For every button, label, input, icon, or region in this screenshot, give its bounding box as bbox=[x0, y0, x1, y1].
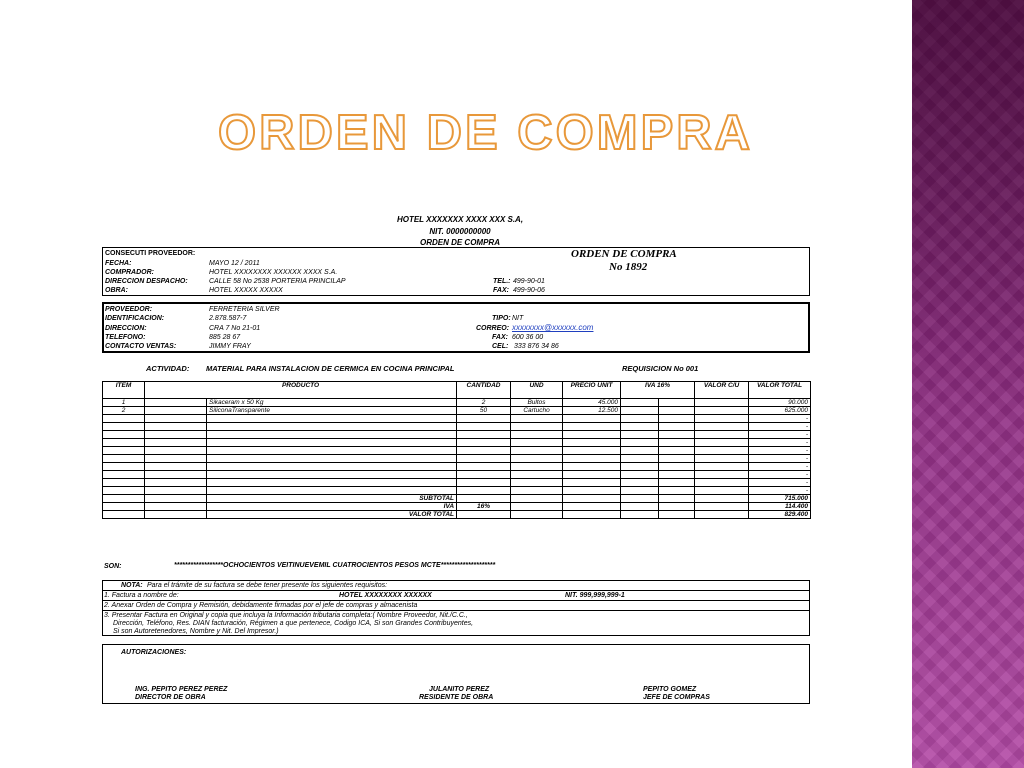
subtotal-label: SUBTOTAL bbox=[207, 495, 457, 503]
cell-empty bbox=[145, 399, 207, 407]
telefono-label: TELEFONO: bbox=[105, 334, 146, 341]
nota-line4: Dirección, Teléfono, Res. DIAN facturación, Régimen a que pertenece, Codigo ICA, Si son Grandes Contribuyentes, bbox=[113, 620, 474, 627]
cell-empty bbox=[103, 479, 145, 487]
nota-title: NOTA: bbox=[121, 582, 143, 589]
cel-label: CEL: bbox=[492, 343, 509, 350]
cell-total: - bbox=[749, 431, 811, 439]
table-row bbox=[103, 471, 811, 479]
cell-empty bbox=[103, 455, 145, 463]
cell-empty bbox=[621, 407, 659, 415]
cell-empty bbox=[457, 431, 511, 439]
cell-precio: 45.000 bbox=[563, 399, 621, 407]
signature-2-role: RESIDENTE DE OBRA bbox=[419, 694, 494, 701]
cell-empty bbox=[457, 415, 511, 423]
cell-empty bbox=[621, 439, 659, 447]
cell-total: - bbox=[749, 423, 811, 431]
cell-empty bbox=[621, 431, 659, 439]
cell-empty bbox=[621, 399, 659, 407]
contacto-label: CONTACTO VENTAS: bbox=[105, 343, 177, 350]
actividad-value: MATERIAL PARA INSTALACION DE CERMICA EN COCINA PRINCIPAL bbox=[206, 364, 455, 373]
cell-und: Cartucho bbox=[511, 407, 563, 415]
cel-value: 333 876 34 86 bbox=[514, 343, 559, 350]
cell-empty bbox=[659, 463, 695, 471]
cell-empty bbox=[207, 455, 457, 463]
subtotal-value: 715.000 bbox=[749, 495, 811, 503]
table-row bbox=[103, 423, 811, 431]
cell-empty bbox=[695, 471, 749, 479]
header-producto: PRODUCTO bbox=[145, 382, 457, 399]
cell-empty bbox=[511, 471, 563, 479]
table-row bbox=[103, 447, 811, 455]
cell-empty bbox=[695, 423, 749, 431]
cell-total: - bbox=[749, 487, 811, 495]
cell-empty bbox=[659, 455, 695, 463]
cell-empty bbox=[695, 455, 749, 463]
header-iva: IVA 16% bbox=[621, 382, 695, 399]
order-box-title: ORDEN DE COMPRA bbox=[571, 248, 677, 260]
cell-item: 2 bbox=[103, 407, 145, 415]
cell-total: 90.000 bbox=[749, 399, 811, 407]
consecutivo-label: CONSECUTI PROVEEDOR: bbox=[105, 250, 196, 257]
cell-empty bbox=[103, 447, 145, 455]
nota-intro: Para el trámite de su factura se debe tener presente los siguientes requisitos: bbox=[147, 582, 388, 589]
fax-value: 499-90-06 bbox=[513, 287, 545, 294]
order-number: No 1892 bbox=[609, 261, 648, 273]
cell-empty bbox=[103, 471, 145, 479]
cell-empty bbox=[511, 447, 563, 455]
cell-empty bbox=[145, 471, 207, 479]
order-info-box bbox=[102, 247, 810, 296]
cell-empty bbox=[511, 455, 563, 463]
document-heading: ORDEN DE COMPRA bbox=[419, 238, 500, 247]
cell-empty bbox=[659, 423, 695, 431]
proveedor-value: FERRETERIA SILVER bbox=[209, 306, 280, 313]
provider-info-box bbox=[102, 302, 810, 353]
cell-total: - bbox=[749, 439, 811, 447]
cell-empty bbox=[659, 431, 695, 439]
cell-producto: Sikaceram x 50 Kg bbox=[207, 399, 457, 407]
cell-empty bbox=[511, 423, 563, 431]
cell-empty bbox=[563, 455, 621, 463]
signature-1-role: DIRECTOR DE OBRA bbox=[135, 694, 206, 701]
cell-empty bbox=[511, 479, 563, 487]
cell-empty bbox=[103, 423, 145, 431]
cell-empty bbox=[145, 487, 207, 495]
signature-2-name: JULANITO PEREZ bbox=[429, 686, 490, 693]
header-valor-total: VALOR TOTAL bbox=[749, 382, 811, 399]
table-row bbox=[103, 431, 811, 439]
cell-empty bbox=[103, 431, 145, 439]
tel-value: 499-90-01 bbox=[513, 278, 545, 285]
cell-empty bbox=[563, 423, 621, 431]
cell-empty bbox=[207, 439, 457, 447]
signature-3-name: PEPITO GOMEZ bbox=[643, 686, 697, 693]
requisicion: REQUISICION No 001 bbox=[622, 364, 699, 373]
cell-empty bbox=[207, 479, 457, 487]
table-row bbox=[103, 487, 811, 495]
cell-empty bbox=[695, 447, 749, 455]
cell-empty bbox=[621, 423, 659, 431]
cell-empty bbox=[563, 487, 621, 495]
identificacion-label: IDENTIFICACION: bbox=[105, 315, 165, 322]
cell-empty bbox=[659, 399, 695, 407]
table-row bbox=[103, 439, 811, 447]
cell-total: - bbox=[749, 471, 811, 479]
cell-empty bbox=[511, 463, 563, 471]
iva-label: IVA bbox=[207, 503, 457, 511]
cell-total: - bbox=[749, 447, 811, 455]
cell-empty bbox=[659, 415, 695, 423]
cell-empty bbox=[695, 439, 749, 447]
cell-empty bbox=[621, 487, 659, 495]
cell-empty bbox=[563, 447, 621, 455]
correo-link[interactable]: xxxxxxxx@xxxxxx.com bbox=[512, 323, 594, 332]
identificacion-value: 2.878.587-7 bbox=[209, 315, 247, 322]
cell-total: - bbox=[749, 415, 811, 423]
tipo-label: TIPO: bbox=[492, 315, 511, 322]
autorizaciones-title: AUTORIZACIONES: bbox=[121, 649, 187, 656]
cell-empty bbox=[103, 439, 145, 447]
cell-empty bbox=[621, 447, 659, 455]
cell-empty bbox=[207, 431, 457, 439]
cell-empty bbox=[103, 487, 145, 495]
header-valor-cu: VALOR C/U bbox=[695, 382, 749, 399]
cell-empty bbox=[457, 487, 511, 495]
autorizaciones-box bbox=[102, 644, 810, 704]
table-row bbox=[103, 399, 811, 407]
cell-empty bbox=[695, 407, 749, 415]
header-item: ITEM bbox=[103, 382, 145, 399]
cell-empty bbox=[145, 415, 207, 423]
fecha-value: MAYO 12 / 2011 bbox=[209, 260, 260, 267]
cell-empty bbox=[695, 463, 749, 471]
table-row bbox=[103, 415, 811, 423]
decorative-side-band bbox=[912, 0, 1024, 768]
cell-empty bbox=[145, 455, 207, 463]
correo-label: CORREO: bbox=[476, 325, 510, 332]
cell-empty bbox=[207, 471, 457, 479]
cell-empty bbox=[207, 423, 457, 431]
cell-empty bbox=[695, 487, 749, 495]
cell-empty bbox=[621, 415, 659, 423]
cell-precio: 12.500 bbox=[563, 407, 621, 415]
cell-empty bbox=[457, 423, 511, 431]
purchase-order-document bbox=[100, 212, 812, 706]
cell-empty bbox=[145, 479, 207, 487]
cell-cantidad: 2 bbox=[457, 399, 511, 407]
table-row bbox=[103, 463, 811, 471]
provider-fax-label: FAX: bbox=[492, 334, 508, 341]
cell-empty bbox=[145, 439, 207, 447]
tel-label: TEL.: bbox=[493, 278, 511, 285]
cell-empty bbox=[511, 439, 563, 447]
cell-empty bbox=[145, 423, 207, 431]
cell-empty bbox=[659, 487, 695, 495]
cell-empty bbox=[207, 463, 457, 471]
cell-empty bbox=[457, 447, 511, 455]
cell-empty bbox=[145, 431, 207, 439]
nota-line3: 3. Presentar Factura en Original y copia que incluya la Información tributaria completa:( Nombre Proveedor, Nit./C.C., bbox=[104, 612, 468, 619]
fecha-label: FECHA: bbox=[105, 260, 132, 267]
cell-empty bbox=[103, 463, 145, 471]
cell-empty bbox=[695, 415, 749, 423]
nota-line1: 1. Factura a nombre de: bbox=[104, 592, 179, 599]
cell-empty bbox=[207, 487, 457, 495]
comprador-value: HOTEL XXXXXXXX XXXXXX XXXX S.A. bbox=[209, 269, 338, 276]
cell-empty bbox=[563, 463, 621, 471]
cell-empty bbox=[563, 479, 621, 487]
cell-empty bbox=[621, 471, 659, 479]
cell-empty bbox=[103, 415, 145, 423]
provider-fax-value: 600 36 00 bbox=[512, 334, 544, 341]
comprador-label: COMPRADOR: bbox=[105, 269, 154, 276]
telefono-value: 885 28 67 bbox=[209, 334, 241, 341]
cell-empty bbox=[695, 399, 749, 407]
cell-empty bbox=[695, 431, 749, 439]
cell-empty bbox=[457, 455, 511, 463]
cell-empty bbox=[207, 415, 457, 423]
cell-empty bbox=[511, 415, 563, 423]
cell-empty bbox=[659, 471, 695, 479]
slide-title: ORDEN DE COMPRA bbox=[218, 106, 754, 160]
nota-box bbox=[102, 580, 810, 636]
nota-line1-nit: NIT. 999,999,999-1 bbox=[565, 592, 625, 599]
cell-empty bbox=[457, 471, 511, 479]
valor-total-label: VALOR TOTAL bbox=[207, 511, 457, 519]
contacto-value: JIMMY FRAY bbox=[209, 343, 251, 350]
cell-total: - bbox=[749, 479, 811, 487]
items-table bbox=[102, 381, 811, 519]
cell-empty bbox=[659, 479, 695, 487]
cell-empty bbox=[563, 431, 621, 439]
cell-item: 1 bbox=[103, 399, 145, 407]
company-nit: NIT. 0000000000 bbox=[429, 227, 491, 236]
nota-line5: Si son Autoretenedores, Nombre y Nit. Del Impresor.) bbox=[113, 628, 279, 635]
cell-empty bbox=[659, 439, 695, 447]
cell-empty bbox=[621, 455, 659, 463]
header-cantidad: CANTIDAD bbox=[457, 382, 511, 399]
proveedor-label: PROVEEDOR: bbox=[105, 306, 153, 313]
cell-empty bbox=[563, 415, 621, 423]
cell-empty bbox=[621, 463, 659, 471]
actividad-label: ACTIVIDAD: bbox=[146, 364, 190, 373]
cell-cantidad: 50 bbox=[457, 407, 511, 415]
despacho-label: DIRECCION DESPACHO: bbox=[105, 278, 188, 285]
iva-percent: 16% bbox=[457, 503, 511, 511]
nota-line1-name: HOTEL XXXXXXXX XXXXXX bbox=[339, 592, 432, 599]
son-label: SON: bbox=[104, 563, 122, 570]
signature-1-name: ING. PEPITO PEREZ PEREZ bbox=[135, 686, 228, 693]
cell-empty bbox=[659, 447, 695, 455]
cell-empty bbox=[457, 439, 511, 447]
cell-empty bbox=[511, 431, 563, 439]
iva-value: 114.400 bbox=[749, 503, 811, 511]
cell-empty bbox=[207, 447, 457, 455]
cell-empty bbox=[457, 463, 511, 471]
cell-total: - bbox=[749, 463, 811, 471]
cell-empty bbox=[621, 479, 659, 487]
table-row bbox=[103, 407, 811, 415]
tipo-value: NIT bbox=[512, 315, 524, 322]
obra-label: OBRA: bbox=[105, 287, 128, 294]
table-row bbox=[103, 455, 811, 463]
cell-empty bbox=[145, 407, 207, 415]
cell-empty bbox=[145, 463, 207, 471]
cell-empty bbox=[145, 447, 207, 455]
valor-total-value: 829.400 bbox=[749, 511, 811, 519]
cell-empty bbox=[511, 487, 563, 495]
cell-empty bbox=[659, 407, 695, 415]
nota-line2: 2. Anexar Orden de Compra y Remisión, debidamente firmadas por el jefe de compras y almacenista bbox=[104, 602, 418, 609]
table-row bbox=[103, 479, 811, 487]
cell-empty bbox=[695, 479, 749, 487]
cell-producto: SiliconaTransparente bbox=[207, 407, 457, 415]
header-und: UND bbox=[511, 382, 563, 399]
signature-3-role: JEFE DE COMPRAS bbox=[643, 694, 710, 701]
company-name: HOTEL XXXXXXX XXXX XXX S.A, bbox=[396, 215, 524, 224]
cell-empty bbox=[563, 471, 621, 479]
cell-und: Bultos bbox=[511, 399, 563, 407]
cell-empty bbox=[457, 479, 511, 487]
fax-label: FAX: bbox=[493, 287, 509, 294]
direccion-label: DIRECCION: bbox=[105, 325, 147, 332]
direccion-value: CRA 7 No 21-01 bbox=[209, 325, 261, 332]
son-value: ******************OCHOCIENTOS VEITINUEVEMIL CUATROCIENTOS PESOS MCTE******************** bbox=[174, 562, 496, 569]
cell-empty bbox=[563, 439, 621, 447]
despacho-value: CALLE 58 No 2538 PORTERIA PRINCILAP bbox=[209, 278, 346, 285]
obra-value: HOTEL XXXXX XXXXX bbox=[209, 287, 283, 294]
cell-total: 625.000 bbox=[749, 407, 811, 415]
header-precio: PRECIO UNIT bbox=[563, 382, 621, 399]
cell-total: - bbox=[749, 455, 811, 463]
